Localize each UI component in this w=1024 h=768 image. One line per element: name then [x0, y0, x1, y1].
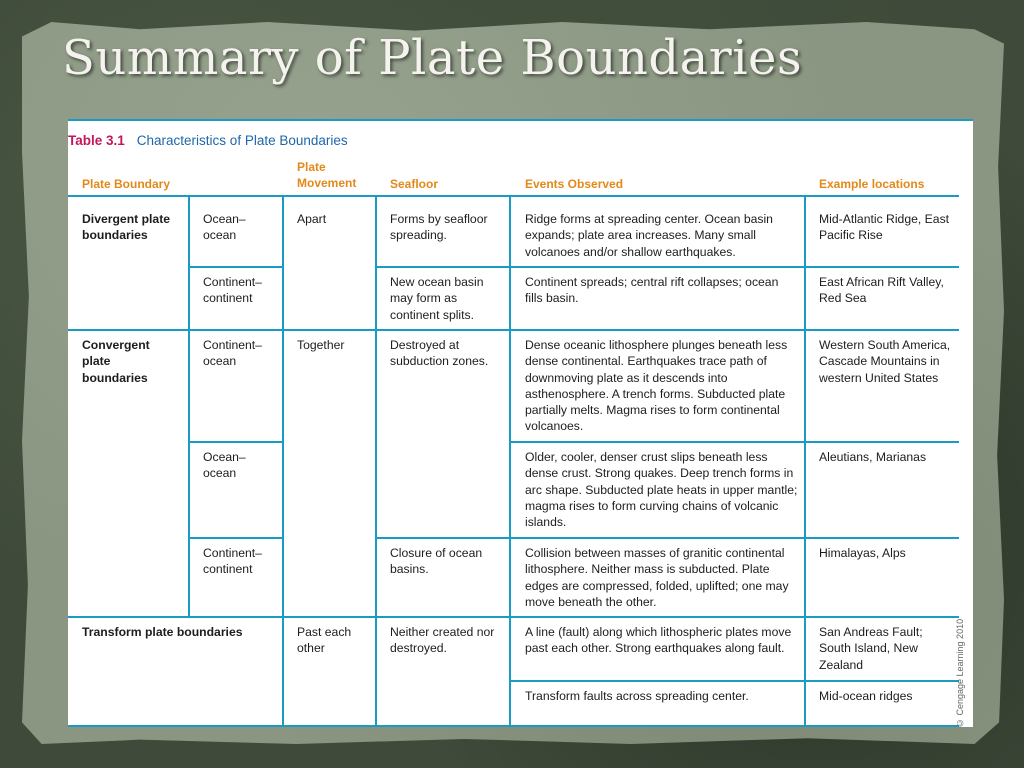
divergent-ocean-ocean-subtype: Ocean–ocean [203, 212, 246, 243]
table-caption-text: Characteristics of Plate Boundaries [136, 133, 348, 148]
rule-col-subtype [188, 195, 190, 616]
transform-seafloor: Neither created nor destroyed. [390, 625, 495, 656]
convergent-continent-ocean-subtype: Continent–ocean [203, 338, 262, 369]
divergent-ocean-ocean-events: Ridge forms at spreading center. Ocean basin expands; plate area increases. Many small volcanoes and/or shallow earthquakes. [525, 212, 773, 259]
transform-type: Transform plate boundaries [82, 625, 243, 639]
transform-row2-events: Transform faults across spreading center. [525, 689, 749, 703]
rule-conv-end [68, 616, 959, 618]
convergent-continent-ocean-events: Dense oceanic lithosphere plunges beneath less dense continental. Earthquakes trace path of downmoving plate as it descends into asthenosphere. A trench forms. Subducted plate partially melts. Magma rises to form continental volcanoes. [525, 338, 788, 434]
copyright-credit: © Cengage Learning 2010 [955, 618, 965, 728]
divergent-continent-events: Continent spreads; central rift collapses; ocean fills basin. [525, 275, 779, 306]
header-events-observed: Events Observed [525, 177, 624, 191]
transform-movement: Past each other [297, 625, 352, 656]
rule-div-subtype [189, 266, 282, 268]
transform-row1-examples: San Andreas Fault; South Island, New Zealand [819, 625, 923, 672]
rule-div-end [68, 329, 959, 331]
header-seafloor: Seafloor [390, 177, 439, 191]
rule-bottom [68, 725, 959, 727]
rule-col-seafloor [375, 195, 377, 727]
rule-conv-2-row [376, 537, 959, 539]
divergent-continent-seafloor: New ocean basin may form as continent splits. [390, 275, 484, 322]
table-caption-number: Table 3.1 [68, 133, 125, 148]
rule-col-events [509, 195, 511, 727]
convergent-ocean-ocean-examples: Aleutians, Marianas [819, 450, 927, 464]
header-example-locations: Example locations [819, 177, 925, 191]
convergent-continent-continent-events: Collision between masses of granitic continental lithosphere. Neither mass is subducted. Plate edges are compressed, folded, uplifted; one may move beneath the other. [525, 546, 789, 609]
convergent-continent-ocean-examples: Western South America, Cascade Mountains in western United States [819, 338, 951, 385]
rule-div-row [376, 266, 959, 268]
convergent-continent-continent-examples: Himalayas, Alps [819, 546, 906, 560]
convergent-continent-continent-subtype: Continent–continent [203, 546, 262, 577]
divergent-movement: Apart [297, 212, 327, 226]
rule-col-movement [282, 195, 284, 727]
divergent-type: Divergent plate boundaries [82, 212, 171, 243]
convergent-movement: Together [297, 338, 345, 352]
header-plate-movement: Plate Movement [297, 160, 357, 190]
convergent-ocean-ocean-subtype: Ocean–ocean [203, 450, 246, 481]
rule-transform-row [510, 680, 959, 682]
divergent-continent-subtype: Continent–continent [203, 275, 262, 306]
divergent-continent-examples: East African Rift Valley, Red Sea [819, 275, 944, 306]
divergent-ocean-ocean-examples: Mid-Atlantic Ridge, East Pacific Rise [819, 212, 950, 243]
convergent-ocean-ocean-events: Older, cooler, denser crust slips beneath less dense crust. Strong quakes. Deep trench forms in arc shape. Subducted plate heats in upper mantle; magma rises to form curving chains of volcanic islands. [525, 450, 798, 530]
rule-col-examples [804, 195, 806, 727]
rule-header [68, 195, 959, 197]
header-plate-boundary: Plate Boundary [82, 177, 171, 191]
convergent-seafloor-subduction: Destroyed at subduction zones. [390, 338, 489, 369]
transform-row2-examples: Mid-ocean ridges [819, 689, 913, 703]
convergent-seafloor-closure: Closure of ocean basins. [390, 546, 483, 577]
plate-boundaries-table [68, 119, 973, 727]
rule-conv-1-row [510, 441, 959, 443]
divergent-ocean-ocean-seafloor: Forms by seafloor spreading. [390, 212, 488, 243]
rule-conv-2-subtype [189, 537, 282, 539]
transform-row1-events: A line (fault) along which lithospheric plates move past each other. Strong earthquakes along fault. [525, 625, 792, 656]
convergent-type: Convergent plate boundaries [82, 338, 150, 385]
slide-title: Summary of Plate Boundaries [62, 30, 803, 86]
table-caption [68, 133, 348, 148]
rule-conv-1-subtype [189, 441, 282, 443]
